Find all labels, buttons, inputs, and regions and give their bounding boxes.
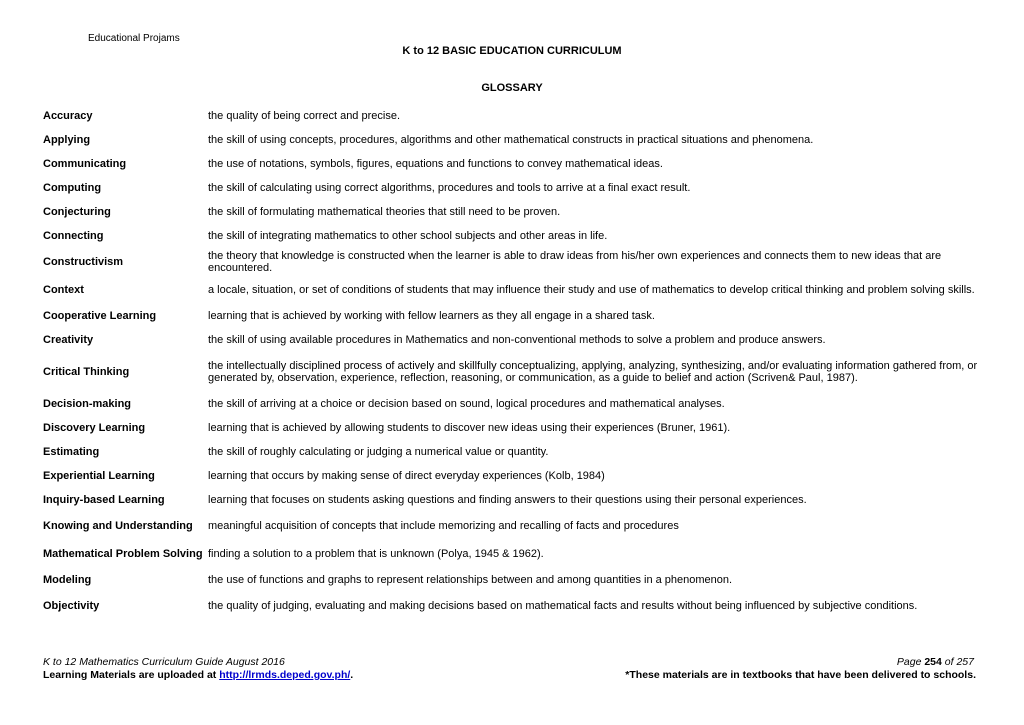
glossary-body bbox=[43, 104, 983, 620]
glossary-term: Knowing and Understanding bbox=[43, 519, 193, 532]
glossary-definition: the skill of formulating mathematical theories that still need to be proven. bbox=[208, 205, 561, 218]
glossary-row bbox=[43, 304, 983, 328]
glossary-definition: the use of notations, symbols, figures, equations and functions to convey mathematical ideas. bbox=[208, 157, 663, 170]
glossary-term: Experiential Learning bbox=[43, 469, 155, 482]
glossary-term: Communicating bbox=[43, 157, 127, 170]
glossary-definition: meaningful acquisition of concepts that include memorizing and recalling of facts and procedures bbox=[208, 519, 679, 532]
footer-upload-link[interactable]: http://lrmds.deped.gov.ph/ bbox=[219, 669, 351, 681]
glossary-term: Accuracy bbox=[43, 109, 93, 122]
glossary-term: Inquiry-based Learning bbox=[43, 493, 165, 506]
glossary-definition: the skill of calculating using correct algorithms, procedures and tools to arrive at a final exact result. bbox=[208, 181, 691, 194]
glossary-row bbox=[43, 440, 983, 464]
glossary-term: Connecting bbox=[43, 229, 104, 242]
glossary-term: Discovery Learning bbox=[43, 421, 146, 434]
glossary-heading bbox=[0, 82, 1024, 94]
glossary-term: Context bbox=[43, 283, 84, 296]
glossary-row bbox=[43, 416, 983, 440]
glossary-definition: learning that focuses on students asking questions and finding answers to their questions using their personal experiences. bbox=[208, 493, 807, 506]
glossary-definition: the theory that knowledge is constructed when the learner is able to draw ideas from his/her own experiences and connects them to new ideas that are encountered. bbox=[208, 249, 942, 274]
glossary-row bbox=[43, 464, 983, 488]
glossary-row bbox=[43, 512, 983, 540]
glossary-definition: the skill of using concepts, procedures, algorithms and other mathematical constructs in practical situations and phenomena. bbox=[208, 133, 814, 146]
glossary-term: Cooperative Learning bbox=[43, 309, 157, 322]
glossary-term: Decision-making bbox=[43, 397, 132, 410]
footer-upload-text: Learning Materials are uploaded at bbox=[43, 669, 220, 681]
glossary-term: Computing bbox=[43, 181, 102, 194]
glossary-row bbox=[43, 248, 983, 276]
glossary-heading-text: GLOSSARY bbox=[481, 82, 543, 94]
glossary-term: Modeling bbox=[43, 573, 92, 586]
glossary-definition: learning that is achieved by working with fellow learners as they all engage in a shared task. bbox=[208, 309, 655, 322]
glossary-definition: the quality of being correct and precise. bbox=[208, 109, 401, 122]
glossary-row bbox=[43, 392, 983, 416]
glossary-term: Critical Thinking bbox=[43, 365, 130, 378]
glossary-row bbox=[43, 352, 983, 392]
glossary-row bbox=[43, 128, 983, 152]
glossary-row bbox=[43, 152, 983, 176]
glossary-row bbox=[43, 200, 983, 224]
glossary-definition: the skill of arriving at a choice or decision based on sound, logical procedures and mathematical analyses. bbox=[208, 397, 725, 410]
glossary-row bbox=[43, 540, 983, 568]
glossary-term: Applying bbox=[43, 133, 91, 146]
glossary-term: Creativity bbox=[43, 333, 94, 346]
footer-page-number: 254 bbox=[924, 656, 942, 668]
footer-textbook-note: *These materials are in textbooks that have been delivered to schools. bbox=[625, 669, 976, 681]
glossary-definition: the use of functions and graphs to represent relationships between and among quantities in a phenomenon. bbox=[208, 573, 733, 586]
glossary-definition: the intellectually disciplined process of actively and skillfully conceptualizing, applying, analyzing, synthesizing, and/or evaluating information gathered from, or generated by, observation, experience, reflection, reasoning, or communication, as a guide to belief and action (Scriven& Paul, 1987). bbox=[208, 359, 978, 384]
footer-page bbox=[897, 656, 974, 668]
footer-guide: K to 12 Mathematics Curriculum Guide August 2016 bbox=[43, 656, 285, 668]
footer-page-prefix: Page bbox=[896, 656, 925, 668]
glossary-row bbox=[43, 328, 983, 352]
glossary-row bbox=[43, 568, 983, 592]
glossary-definition: the skill of roughly calculating or judging a numerical value or quantity. bbox=[208, 445, 549, 458]
glossary-row bbox=[43, 104, 983, 128]
glossary-definition: the skill of using available procedures in Mathematics and non-conventional methods to solve a problem and produce answers. bbox=[208, 333, 826, 346]
glossary-row bbox=[43, 488, 983, 512]
glossary-definition: a locale, situation, or set of conditions of students that may influence their study and use of mathematics to develop critical thinking and problem solving skills. bbox=[208, 283, 975, 296]
glossary-row bbox=[43, 224, 983, 248]
glossary-row bbox=[43, 176, 983, 200]
document-title bbox=[0, 45, 1024, 57]
glossary-table bbox=[43, 104, 983, 620]
glossary-term: Mathematical Problem Solving bbox=[43, 547, 203, 560]
glossary-row bbox=[43, 276, 983, 304]
glossary-definition: the quality of judging, evaluating and making decisions based on mathematical facts and results without being influenced by subjective conditions. bbox=[208, 599, 918, 612]
footer-page-suffix: of 257 bbox=[941, 656, 974, 668]
glossary-definition: finding a solution to a problem that is unknown (Polya, 1945 & 1962). bbox=[208, 547, 544, 560]
glossary-definition: the skill of integrating mathematics to other school subjects and other areas in life. bbox=[208, 229, 608, 242]
glossary-term: Objectivity bbox=[43, 599, 100, 612]
document-title-text: K to 12 BASIC EDUCATION CURRICULUM bbox=[402, 45, 622, 57]
glossary-term: Constructivism bbox=[43, 255, 124, 268]
glossary-term: Estimating bbox=[43, 445, 100, 458]
watermark-text: Educational Projams bbox=[88, 33, 180, 44]
glossary-definition: learning that occurs by making sense of direct everyday experiences (Kolb, 1984) bbox=[208, 469, 605, 482]
footer-upload-note bbox=[43, 669, 353, 681]
glossary-row bbox=[43, 592, 983, 620]
glossary-definition: learning that is achieved by allowing students to discover new ideas using their experiences (Bruner, 1961). bbox=[208, 421, 731, 434]
footer-upload-end: . bbox=[350, 669, 354, 681]
glossary-term: Conjecturing bbox=[43, 205, 111, 218]
